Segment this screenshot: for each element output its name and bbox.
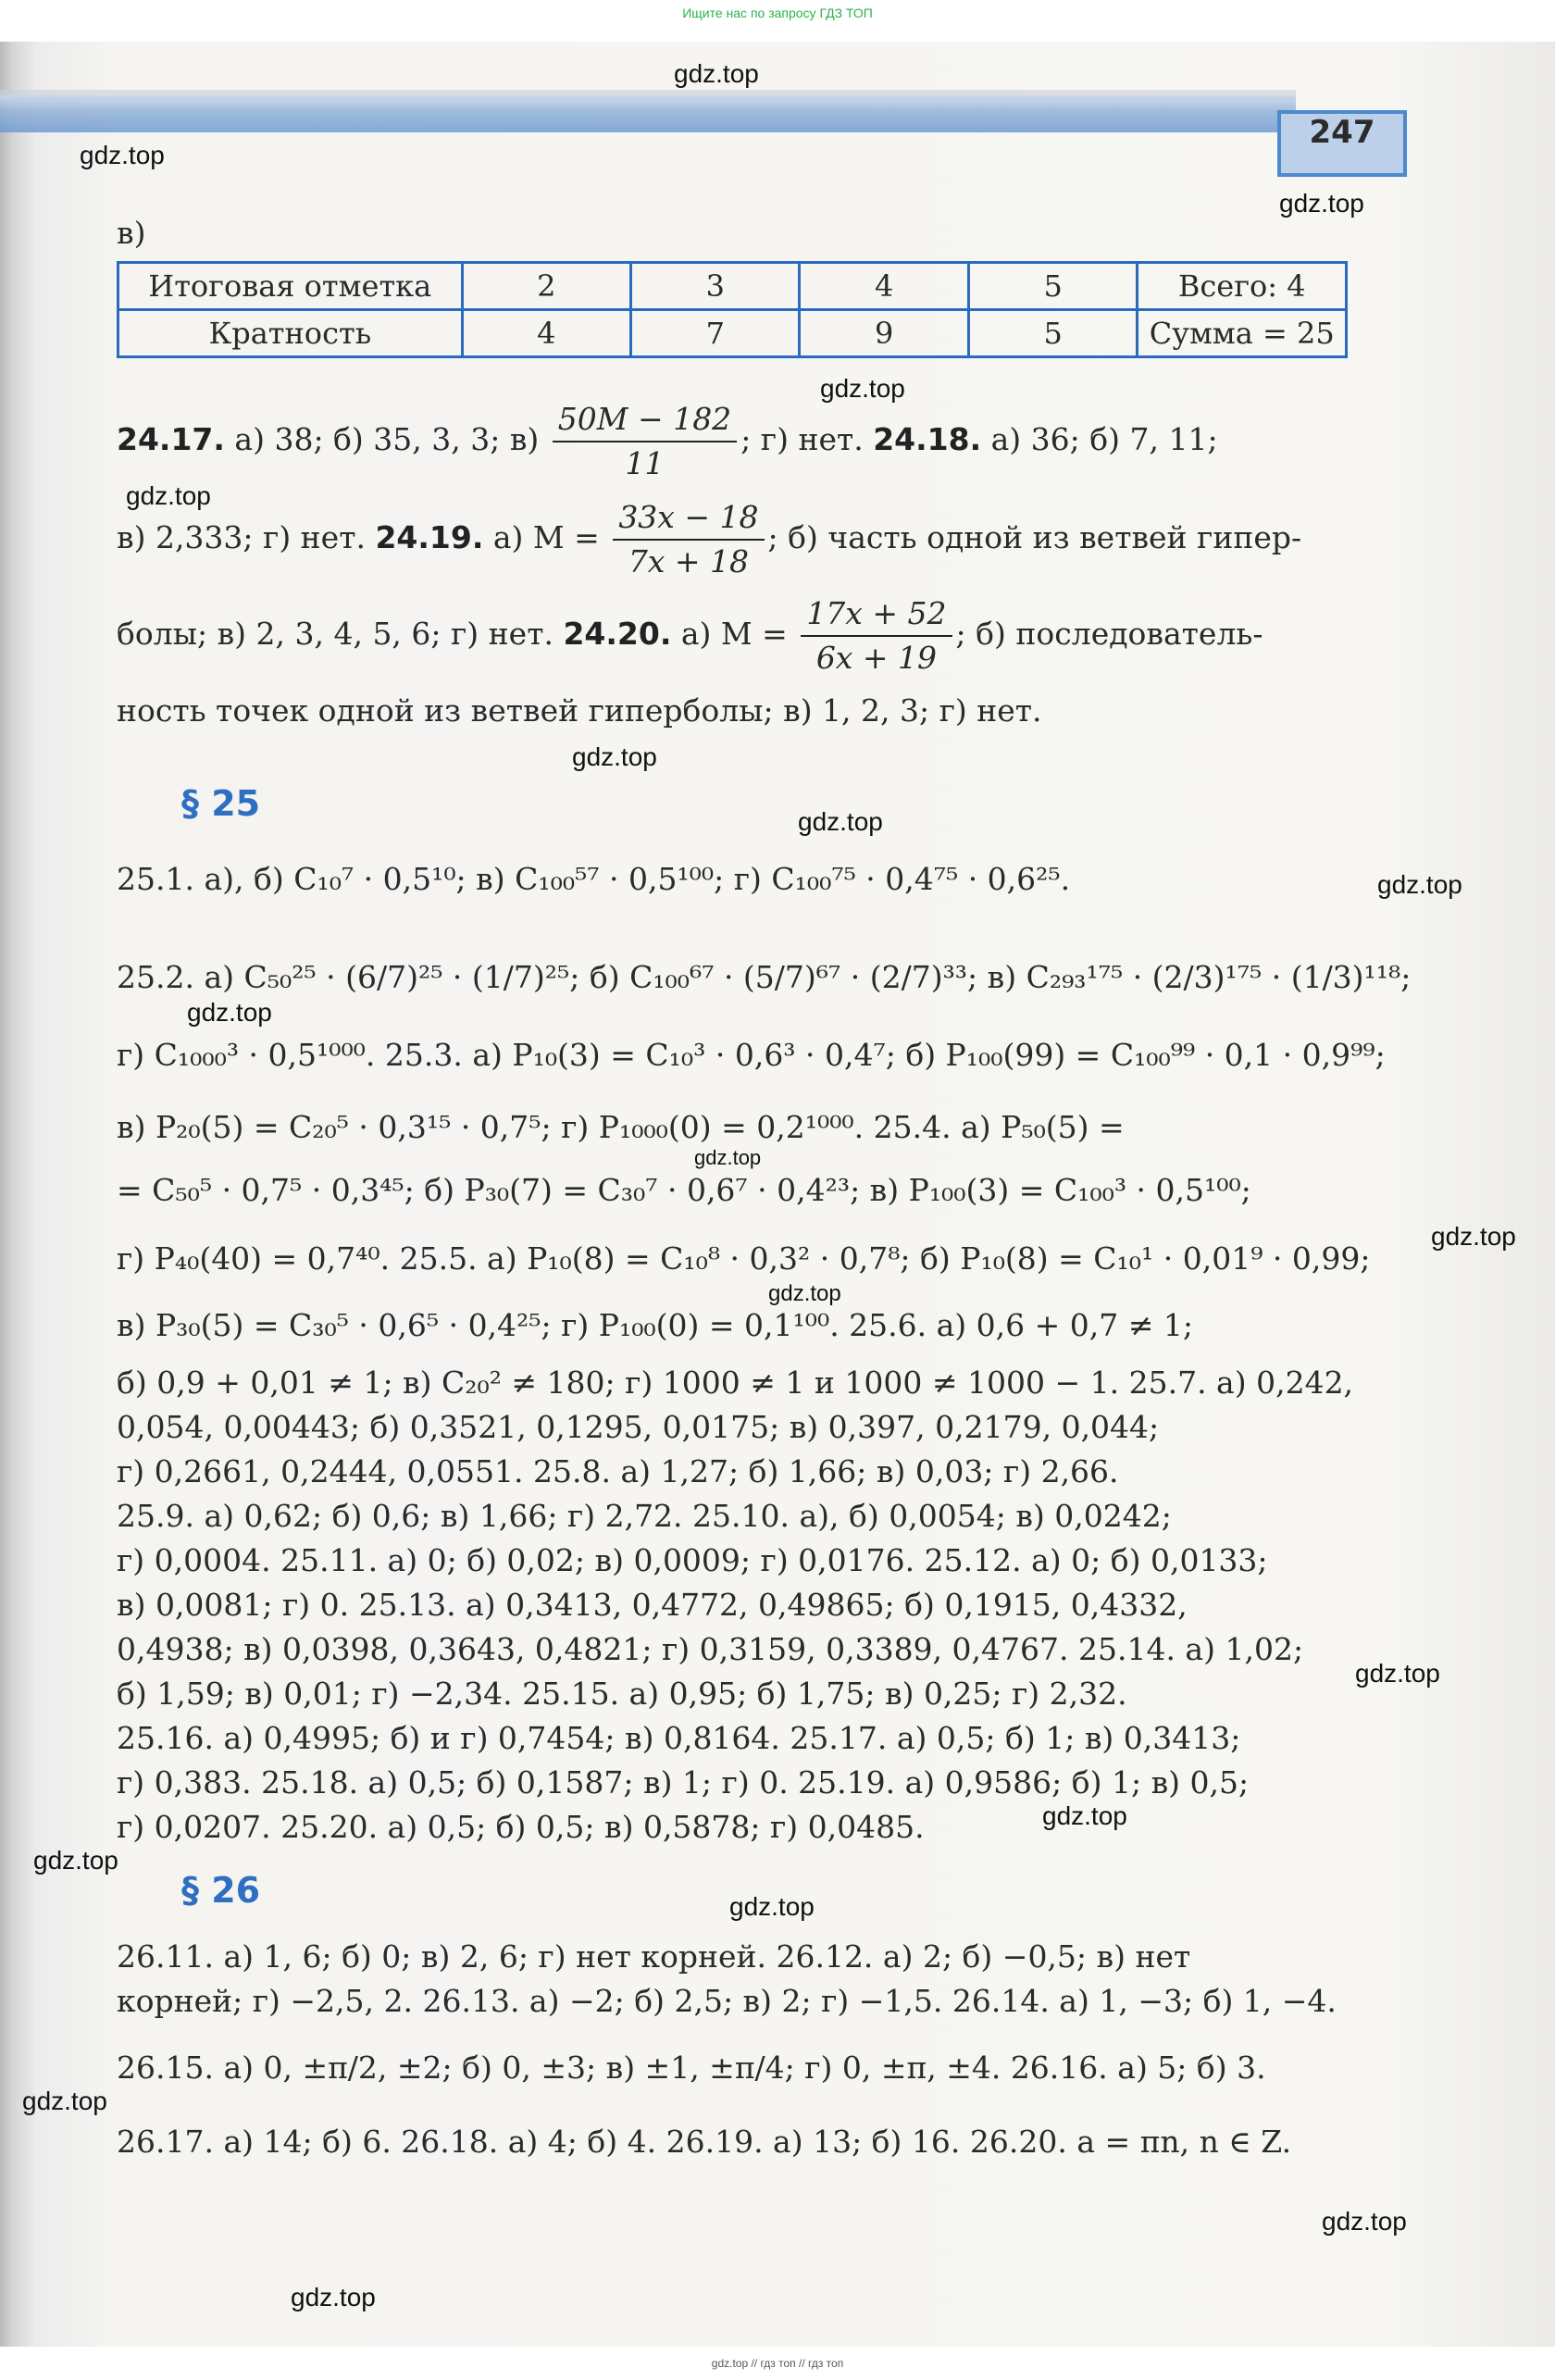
watermark: gdz.top [674,59,759,88]
answer-line: болы; в) 2, 3, 4, 5, 6; г) нет. 24.20. а) M = $\frac{17x + 52}{6x + 19}$ ; б) последователь- [117,592,1348,679]
watermark: gdz.top [126,481,211,510]
watermark: gdz.top [33,1846,118,1875]
table-cell: 3 [631,263,800,310]
header-band [0,95,1296,132]
answer-line: г) P₄₀(40) = 0,7⁴⁰. 25.5. а) P₁₀(8) = C₁₀⁸ · 0,3² · 0,7⁸; б) P₁₀(8) = C₁₀¹ · 0,01⁹ · 0,99; [117,1240,1371,1277]
watermark: gdz.top [572,742,657,771]
answer-line: г) 0,2661, 0,2444, 0,0551. 25.8. а) 1,27; б) 1,66; в) 0,03; г) 2,66. [117,1453,1119,1489]
answer-line: г) C₁₀₀₀³ · 0,5¹⁰⁰⁰. 25.3. а) P₁₀(3) = C₁₀³ · 0,6³ · 0,4⁷; б) P₁₀₀(99) = C₁₀₀⁹⁹ · 0,1 · 0,9⁹⁹; [117,1037,1386,1073]
answer-line: 24.17. а) 38; б) 35, 3, 3; в) $\frac{50M - 182}{11}$ ; г) нет. 24.18. а) 36; б) 7, 11; [117,398,1348,485]
fraction: $\frac{50M - 182}{11}$ [553,398,737,485]
table-cell: 2 [462,263,630,310]
answer-line: корней; г) −2,5, 2. 26.13. а) −2; б) 2,5; в) 2; г) −1,5. 26.14. а) 1, −3; б) 1, −4. [117,1983,1337,2019]
answer-line: в) P₃₀(5) = C₃₀⁵ · 0,6⁵ · 0,4²⁵; г) P₁₀₀(0) = 0,1¹⁰⁰. 25.6. а) 0,6 + 0,7 ≠ 1; [117,1307,1194,1343]
grade-table [117,261,1348,358]
watermark: gdz.top [729,1892,815,1921]
answer-line: 0,4938; в) 0,0398, 0,3643, 0,4821; г) 0,3159, 0,3389, 0,4767. 25.14. а) 1,02; [117,1631,1304,1667]
watermark: gdz.top [694,1146,762,1169]
table-label: в) [117,215,146,251]
answer-line: 0,054, 0,00443; б) 0,3521, 0,1295, 0,0175; в) 0,397, 0,2179, 0,044; [117,1409,1160,1445]
watermark: gdz.top [1322,2207,1407,2236]
table-cell: Всего: 4 [1138,263,1347,310]
watermark: gdz.top [1431,1222,1516,1251]
answer-line: ность точек одной из ветвей гиперболы; в) 1, 2, 3; г) нет. [117,692,1042,729]
top-search-note: Ищите нас по запросу ГДЗ ТОП [682,6,873,20]
answer-line: 26.17. а) 14; б) 6. 26.18. а) 4; б) 4. 26.19. а) 13; б) 16. 26.20. a = πn, n ∈ Z. [117,2124,1292,2160]
table-cell: 5 [968,263,1137,310]
table-cell: 7 [631,310,800,357]
watermark: gdz.top [187,998,272,1027]
watermark: gdz.top [768,1281,841,1306]
answer-line: 26.11. а) 1, 6; б) 0; в) 2, 6; г) нет корней. 26.12. а) 2; б) −0,5; в) нет [117,1938,1191,1975]
answer-line: 25.9. а) 0,62; б) 0,6; в) 1,66; г) 2,72. 25.10. а), б) 0,0054; в) 0,0242; [117,1498,1172,1534]
watermark: gdz.top [1355,1659,1440,1688]
answer-line: = C₅₀⁵ · 0,7⁵ · 0,3⁴⁵; б) P₃₀(7) = C₃₀⁷ · 0,6⁷ · 0,4²³; в) P₁₀₀(3) = C₁₀₀³ · 0,5¹⁰⁰; [117,1172,1251,1208]
page-number: 247 [1277,110,1407,177]
watermark: gdz.top [80,141,165,169]
section-heading-26: § 26 [181,1870,261,1911]
table-cell: Итоговая отметка [118,263,463,310]
watermark: gdz.top [798,807,883,836]
watermark: gdz.top [291,2283,376,2311]
answer-line: б) 0,9 + 0,01 ≠ 1; в) C₂₀² ≠ 180; г) 1000 ≠ 1 и 1000 ≠ 1000 − 1. 25.7. а) 0,242, [117,1364,1354,1401]
answer-line: 25.2. а) C₅₀²⁵ · (6/7)²⁵ · (1/7)²⁵; б) C₁₀₀⁶⁷ · (5/7)⁶⁷ · (2/7)³³; в) C₂₉₃¹⁷⁵ · (2/3)¹⁷⁵ · (1/3)¹¹⁸; [117,959,1412,995]
section-heading-25: § 25 [181,783,261,824]
table-cell: Сумма = 25 [1138,310,1347,357]
table-cell: 4 [462,310,630,357]
watermark: gdz.top [1279,189,1364,218]
watermark: gdz.top [22,2087,107,2115]
table-cell: 4 [800,263,968,310]
answer-line: 25.1. а), б) C₁₀⁷ · 0,5¹⁰; в) C₁₀₀⁵⁷ · 0,5¹⁰⁰; г) C₁₀₀⁷⁵ · 0,4⁷⁵ · 0,6²⁵. [117,861,1071,897]
table-cell: Кратность [118,310,463,357]
answer-line: г) 0,0004. 25.11. а) 0; б) 0,02; в) 0,0009; г) 0,0176. 25.12. а) 0; б) 0,0133; [117,1542,1268,1578]
answer-line: в) 0,0081; г) 0. 25.13. а) 0,3413, 0,4772, 0,49865; б) 0,1915, 0,4332, [117,1587,1188,1623]
fraction: $\frac{33x - 18}{7x + 18}$ [613,496,764,583]
table-cell: 9 [800,310,968,357]
answer-line: 26.15. а) 0, ±π/2, ±2; б) 0, ±3; в) ±1, ±π/4; г) 0, ±π, ±4. 26.16. а) 5; б) 3. [117,2050,1266,2086]
table-cell: 5 [968,310,1137,357]
watermark: gdz.top [1377,870,1462,899]
answer-line: в) 2,333; г) нет. 24.19. а) M = $\frac{33x - 18}{7x + 18}$ ; б) часть одной из ветвей гипер- [117,496,1348,583]
table-row [118,263,1347,310]
fraction: $\frac{17x + 52}{6x + 19}$ [801,592,952,679]
watermark: gdz.top [820,374,905,403]
answer-line: в) P₂₀(5) = C₂₀⁵ · 0,3¹⁵ · 0,7⁵; г) P₁₀₀₀(0) = 0,2¹⁰⁰⁰. 25.4. а) P₅₀(5) = [117,1109,1125,1145]
answer-line: 25.16. а) 0,4995; б) и г) 0,7454; в) 0,8164. 25.17. а) 0,5; б) 1; в) 0,3413; [117,1720,1241,1756]
answer-line: г) 0,0207. 25.20. а) 0,5; б) 0,5; в) 0,5878; г) 0,0485. [117,1809,925,1845]
table-row [118,310,1347,357]
watermark: gdz.top [1042,1801,1127,1830]
bottom-note: gdz.top // гдз топ // гдз топ [711,2357,844,2370]
answer-line: г) 0,383. 25.18. а) 0,5; б) 0,1587; в) 1; г) 0. 25.19. а) 0,9586; б) 1; в) 0,5; [117,1764,1250,1801]
answer-line: б) 1,59; в) 0,01; г) −2,34. 25.15. а) 0,95; б) 1,75; в) 0,25; г) 2,32. [117,1676,1127,1712]
